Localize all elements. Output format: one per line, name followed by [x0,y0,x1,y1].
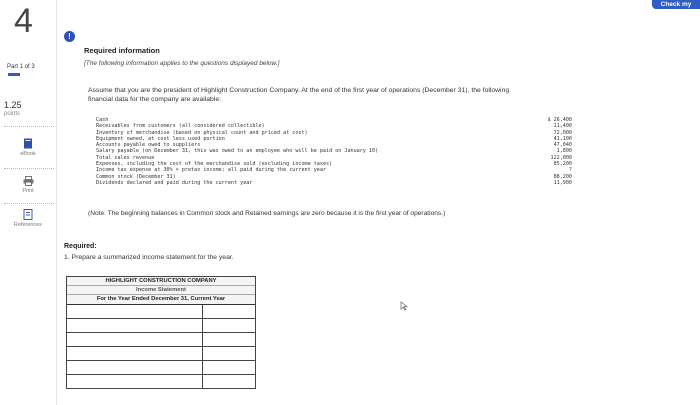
financial-item-value: ? [568,167,572,174]
required-information-section [84,46,534,67]
statement-label-cell[interactable] [67,319,203,332]
financial-item-label: Salary payable (on December 31, this was owed to an employee who will be paid on January 10) [96,148,379,155]
ebook-label: eBook [20,151,36,157]
sidebar-divider [4,203,54,204]
following-note: [The following information applies to the questions displayed below.] [84,60,280,67]
statement-label-cell[interactable] [67,305,203,318]
statement-label-cell[interactable] [67,333,203,346]
statement-label-cell[interactable] [67,347,203,360]
statement-amount-cell[interactable] [203,347,255,360]
references-button[interactable] [4,209,52,228]
financial-item-value: 122,000 [550,154,572,161]
financial-item-label: Equipment owned, at cost less used portion [96,135,225,142]
alert-icon: ! [64,31,75,42]
income-statement-worksheet [66,276,256,389]
financial-item-label: Income tax expense at 30% × pretax income; all paid during the current year [96,167,327,174]
financial-data-row [96,180,572,186]
statement-company-name: HIGHLIGHT CONSTRUCTION COMPANY [67,277,255,286]
points-value: 1.25 [4,100,22,110]
part-progress-bar [8,73,20,76]
statement-amount-cell[interactable] [203,361,255,374]
statement-amount-cell[interactable] [203,375,255,388]
question-number: 4 [14,2,33,40]
financial-item-value: 85,200 [553,161,572,168]
financial-item-value: 47,040 [553,142,572,149]
ebook-icon [23,138,33,149]
financial-item-label: Expenses, including the cost of the merchandise sold (excluding income taxes) [96,161,333,168]
references-icon [23,209,33,220]
beginning-balance-note: (Note: The beginning balances in Common stock and Retained earnings are zero because it is the first year of operations.) [88,210,446,217]
income-statement-rows [67,304,255,388]
ebook-button[interactable] [4,138,52,157]
statement-row [67,318,255,332]
sidebar-divider [4,168,54,169]
statement-type: Income Statement [67,286,255,295]
financial-item-label: Accounts payable owed to suppliers [96,142,201,149]
statement-period: For the Year Ended December 31, Current Year [96,296,226,302]
statement-amount-cell[interactable] [203,333,255,346]
financial-item-value: 11,900 [553,179,572,186]
financial-item-label: Total sales revenue [96,154,155,161]
statement-row [67,304,255,318]
statement-row [67,374,255,388]
statement-label-cell[interactable] [67,375,203,388]
financial-item-value: 72,000 [553,129,572,136]
part-indicator: Part 1 of 3 [7,64,35,70]
required-information-heading: Required information [84,46,160,55]
financial-item-value: 88,200 [553,173,572,180]
sidebar-divider [4,126,54,127]
print-button[interactable] [4,176,52,194]
financial-item-label: Cash [96,117,109,123]
income-statement-header [67,277,255,304]
points-label: points [4,111,21,117]
financial-item-value: 41,100 [553,135,572,142]
financial-item-label: Inventory of merchandise (based on physical count and priced at cost) [96,129,308,136]
statement-amount-cell[interactable] [203,305,255,318]
statement-amount-cell[interactable] [203,319,255,332]
financial-data-table [96,117,572,186]
problem-statement: Assume that you are the president of Highlight Construction Company. At the end of the first year of operations (December 31), the following financial data for the company are available: [88,87,510,103]
check-my-work-button[interactable]: Check my [652,0,700,9]
financial-item-value: 1,800 [556,148,572,155]
question-sidebar [0,0,57,405]
required-heading: Required: [64,243,97,250]
financial-item-value: 11,400 [553,123,572,130]
statement-row [67,346,255,360]
financial-item-label: Common stock (December 31) [96,173,176,180]
print-icon [23,176,34,186]
mouse-cursor-icon [400,301,408,311]
statement-row [67,332,255,346]
statement-row [67,360,255,374]
statement-label-cell[interactable] [67,361,203,374]
references-label: References [13,222,43,228]
financial-item-label: Receivables from customers (all considered collectible) [96,123,265,130]
print-label: Print [22,188,34,194]
financial-item-value: $ 26,400 [547,117,572,123]
required-instruction: 1. Prepare a summarized income statement for the year. [64,254,234,261]
financial-item-label: Dividends declared and paid during the current year [96,179,253,186]
